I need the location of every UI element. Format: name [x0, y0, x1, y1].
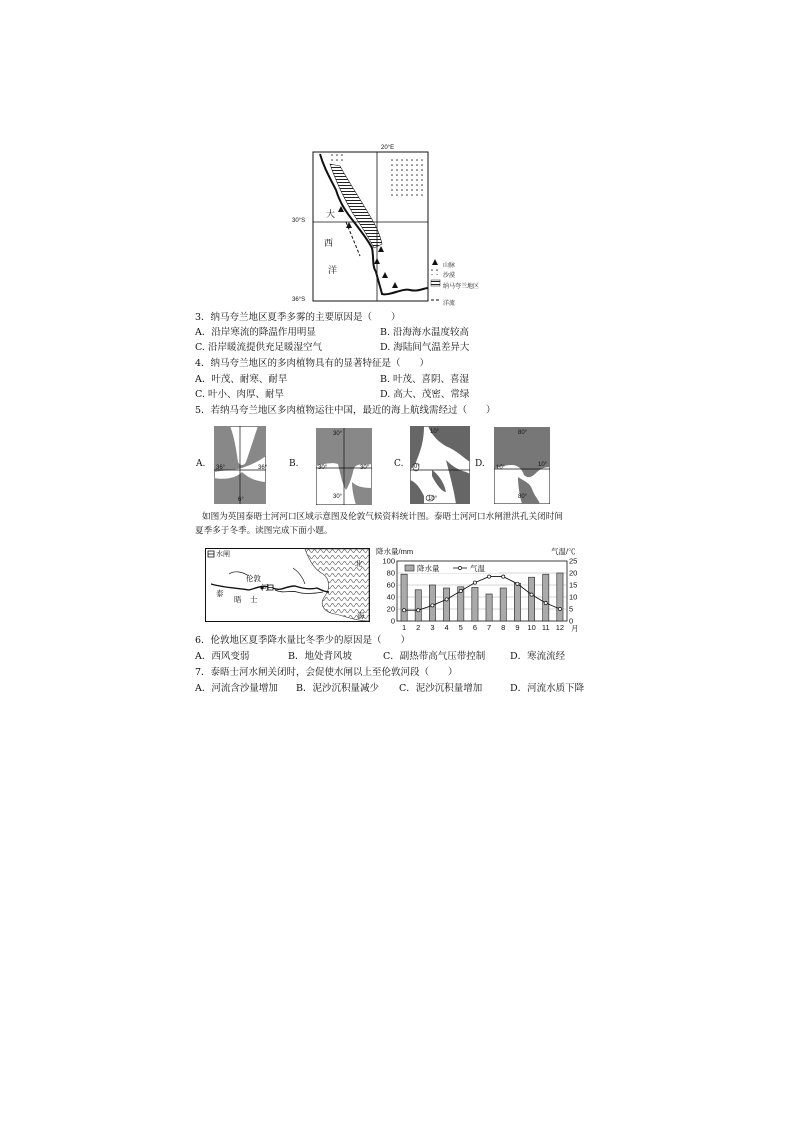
q7-option-a: A．河流含沙量增加 [195, 683, 278, 694]
q5-map-c-top: 10° [430, 429, 440, 435]
precip-bar [429, 585, 435, 621]
q5-map-a-lat-left: 36° [216, 465, 226, 471]
thames-river-char-3: 士 [250, 595, 258, 604]
y-tick-label: 100 [382, 556, 395, 566]
thames-river-char-2: 晤 [234, 595, 242, 604]
q5-map-b-top: 30° [333, 431, 343, 437]
legend-point-swatch [458, 566, 461, 569]
q3-option-c: C. 沿岸暖流提供充足暖湿空气 [195, 342, 322, 353]
q5-map-d-top: 80° [518, 430, 528, 436]
legend-current: 洋流 [443, 301, 456, 307]
legend-desert: 沙漠 [443, 273, 456, 279]
x-tick-label: 9 [515, 623, 520, 632]
q4-option-c: C. 叶小、肉厚、耐旱 [195, 389, 284, 400]
legend-bar-swatch [405, 565, 414, 571]
precip-bar [500, 588, 506, 621]
temperature-point [516, 582, 519, 585]
x-tick-label: 7 [486, 623, 492, 632]
thames-estuary-map [205, 548, 370, 622]
q7-stem: 7．泰晤士河水闸关闭时，会促使水闸以上至伦敦河段（ ） [195, 667, 458, 678]
q5-map-d-left: 10° [496, 465, 506, 471]
y2-tick-label: 10 [569, 592, 578, 602]
thames-sea-label: 海 [357, 611, 365, 620]
precip-bar [472, 587, 478, 621]
x-tick-label: 11 [541, 623, 550, 632]
x-tick-label: 10 [527, 623, 536, 632]
temperature-point [473, 581, 476, 584]
temperature-point [459, 589, 462, 592]
q3-option-b: B. 沿海海水温度较高 [380, 327, 470, 338]
x-tick-label: 6 [472, 623, 478, 632]
x-tick-label: 2 [416, 623, 421, 632]
temperature-point [502, 575, 505, 578]
y-tick-label: 60 [386, 580, 395, 590]
x-tick-label: 1 [401, 623, 407, 632]
q5-map-a-lat-right: 36° [258, 465, 268, 471]
chart-ylabel: 降水量/mm [376, 547, 414, 556]
thames-river-char-4: 河 [261, 583, 269, 592]
precip-bar [401, 574, 407, 621]
temperature-point [445, 598, 448, 601]
thames-river-char-1: 泰 [216, 589, 224, 598]
x-tick-label: 5 [458, 623, 463, 632]
q6-option-b: B．地处背风坡 [288, 651, 352, 662]
y-tick-label: 40 [386, 592, 395, 602]
x-tick-label: 12 [555, 623, 565, 632]
chart-y2label: 气温/℃ [551, 547, 576, 556]
q6-option-a: A．西风变弱 [195, 651, 250, 662]
q7-option-c: C．泥沙沉积量增加 [399, 683, 483, 694]
q3-stem: 3．纳马夸兰地区夏季多雾的主要原因是（ ） [195, 312, 401, 323]
q6-option-c: C．副热带高气压带控制 [383, 651, 486, 662]
legend-temp-label: 气温 [470, 564, 485, 573]
y2-tick-label: 15 [569, 580, 578, 590]
precip-bar [443, 588, 449, 621]
q5-label-d: D. [475, 459, 485, 469]
precip-bar [557, 573, 563, 621]
legend-precip-label: 降水量 [417, 564, 440, 573]
q4-stem: 4．纳马夸兰地区的多肉植物具有的显著特征是（ ） [195, 358, 430, 369]
y2-tick-label: 20 [569, 568, 578, 578]
lat-30s-label: 30°S [292, 218, 306, 224]
y2-tick-label: 5 [569, 604, 574, 614]
intro-line-1: 如图为英国泰晤士河河口区域示意图及伦敦气候资料统计图。泰晤士河河口水闸泄洪孔关闭时间 [202, 512, 563, 522]
thames-legend-sluice: 水闸 [216, 551, 230, 558]
temperature-point [431, 604, 434, 607]
precip-bar [528, 577, 534, 621]
q4-option-a: A．叶茂、耐寒、耐旱 [195, 374, 288, 385]
q5-stem: 5．若纳马夸兰地区多肉植物运往中国，最近的海上航线需经过（ ） [195, 405, 496, 416]
legend-mountain: 山脉 [443, 263, 456, 269]
ocean-char-3: 洋 [328, 266, 338, 276]
temperature-point [558, 607, 561, 610]
legend-namaqualand: 纳马夸兰地区 [443, 284, 480, 290]
temperature-point [402, 609, 405, 612]
precip-bar [543, 574, 549, 621]
q3-option-d: D. 海陆间气温差异大 [380, 342, 470, 353]
x-tick-label: 8 [501, 623, 506, 632]
q4-option-d: D. 高大、茂密、常绿 [380, 389, 470, 400]
q5-map-b-right: 30° [360, 465, 370, 471]
q6-option-d: D．寒流流经 [510, 651, 566, 662]
q5-label-a: A. [196, 459, 206, 469]
q5-map-c-bottom: 10° [428, 496, 438, 502]
temperature-point [544, 601, 547, 604]
intro-line-2: 夏季多于冬季。读图完成下面小题。 [195, 526, 333, 536]
q5-map-a-lon: 6° [238, 497, 244, 503]
y2-tick-label: 25 [569, 556, 578, 566]
q5-map-d-right: 10° [538, 462, 548, 468]
precip-bar [514, 583, 520, 621]
y2-tick-label: 0 [569, 616, 574, 626]
precip-bar [415, 590, 421, 621]
q5-label-c: C. [394, 459, 404, 469]
temperature-point [417, 609, 420, 612]
x-tick-label: 4 [444, 623, 449, 632]
y-tick-label: 0 [390, 616, 395, 626]
q5-label-b: B. [289, 459, 299, 469]
q5-map-c-mid: 0° [414, 464, 420, 470]
q7-option-d: D．河流水质下降 [510, 683, 585, 694]
thames-london-label: 伦敦 [246, 574, 261, 583]
q5-map-d-bottom: 80° [518, 494, 528, 500]
q7-option-b: B．泥沙沉积量减少 [296, 683, 379, 694]
q4-option-b: B. 叶茂、喜阴、喜湿 [380, 374, 470, 385]
q3-option-a: A．沿岸寒流的降温作用明显 [195, 327, 316, 338]
q5-map-b-bottom: 30° [333, 494, 343, 500]
ocean-char-2: 西 [324, 239, 334, 249]
thames-north-label: 北 [355, 559, 363, 568]
x-unit-label: 月 [571, 624, 579, 633]
y-tick-label: 20 [386, 604, 395, 614]
temperature-point [487, 575, 490, 578]
q5-map-b-left: 30° [318, 465, 328, 471]
precip-bar [486, 594, 492, 621]
x-tick-label: 3 [430, 623, 435, 632]
lon-20e-label: 20°E [381, 145, 395, 151]
climate-chart [373, 555, 583, 633]
y-tick-label: 80 [386, 568, 395, 578]
temperature-point [530, 593, 533, 596]
q6-stem: 6．伦敦地区夏季降水量比冬季少的原因是（ ） [195, 635, 411, 646]
lat-36s-label: 36°S [292, 297, 306, 303]
ocean-char-1: 大 [326, 210, 336, 220]
